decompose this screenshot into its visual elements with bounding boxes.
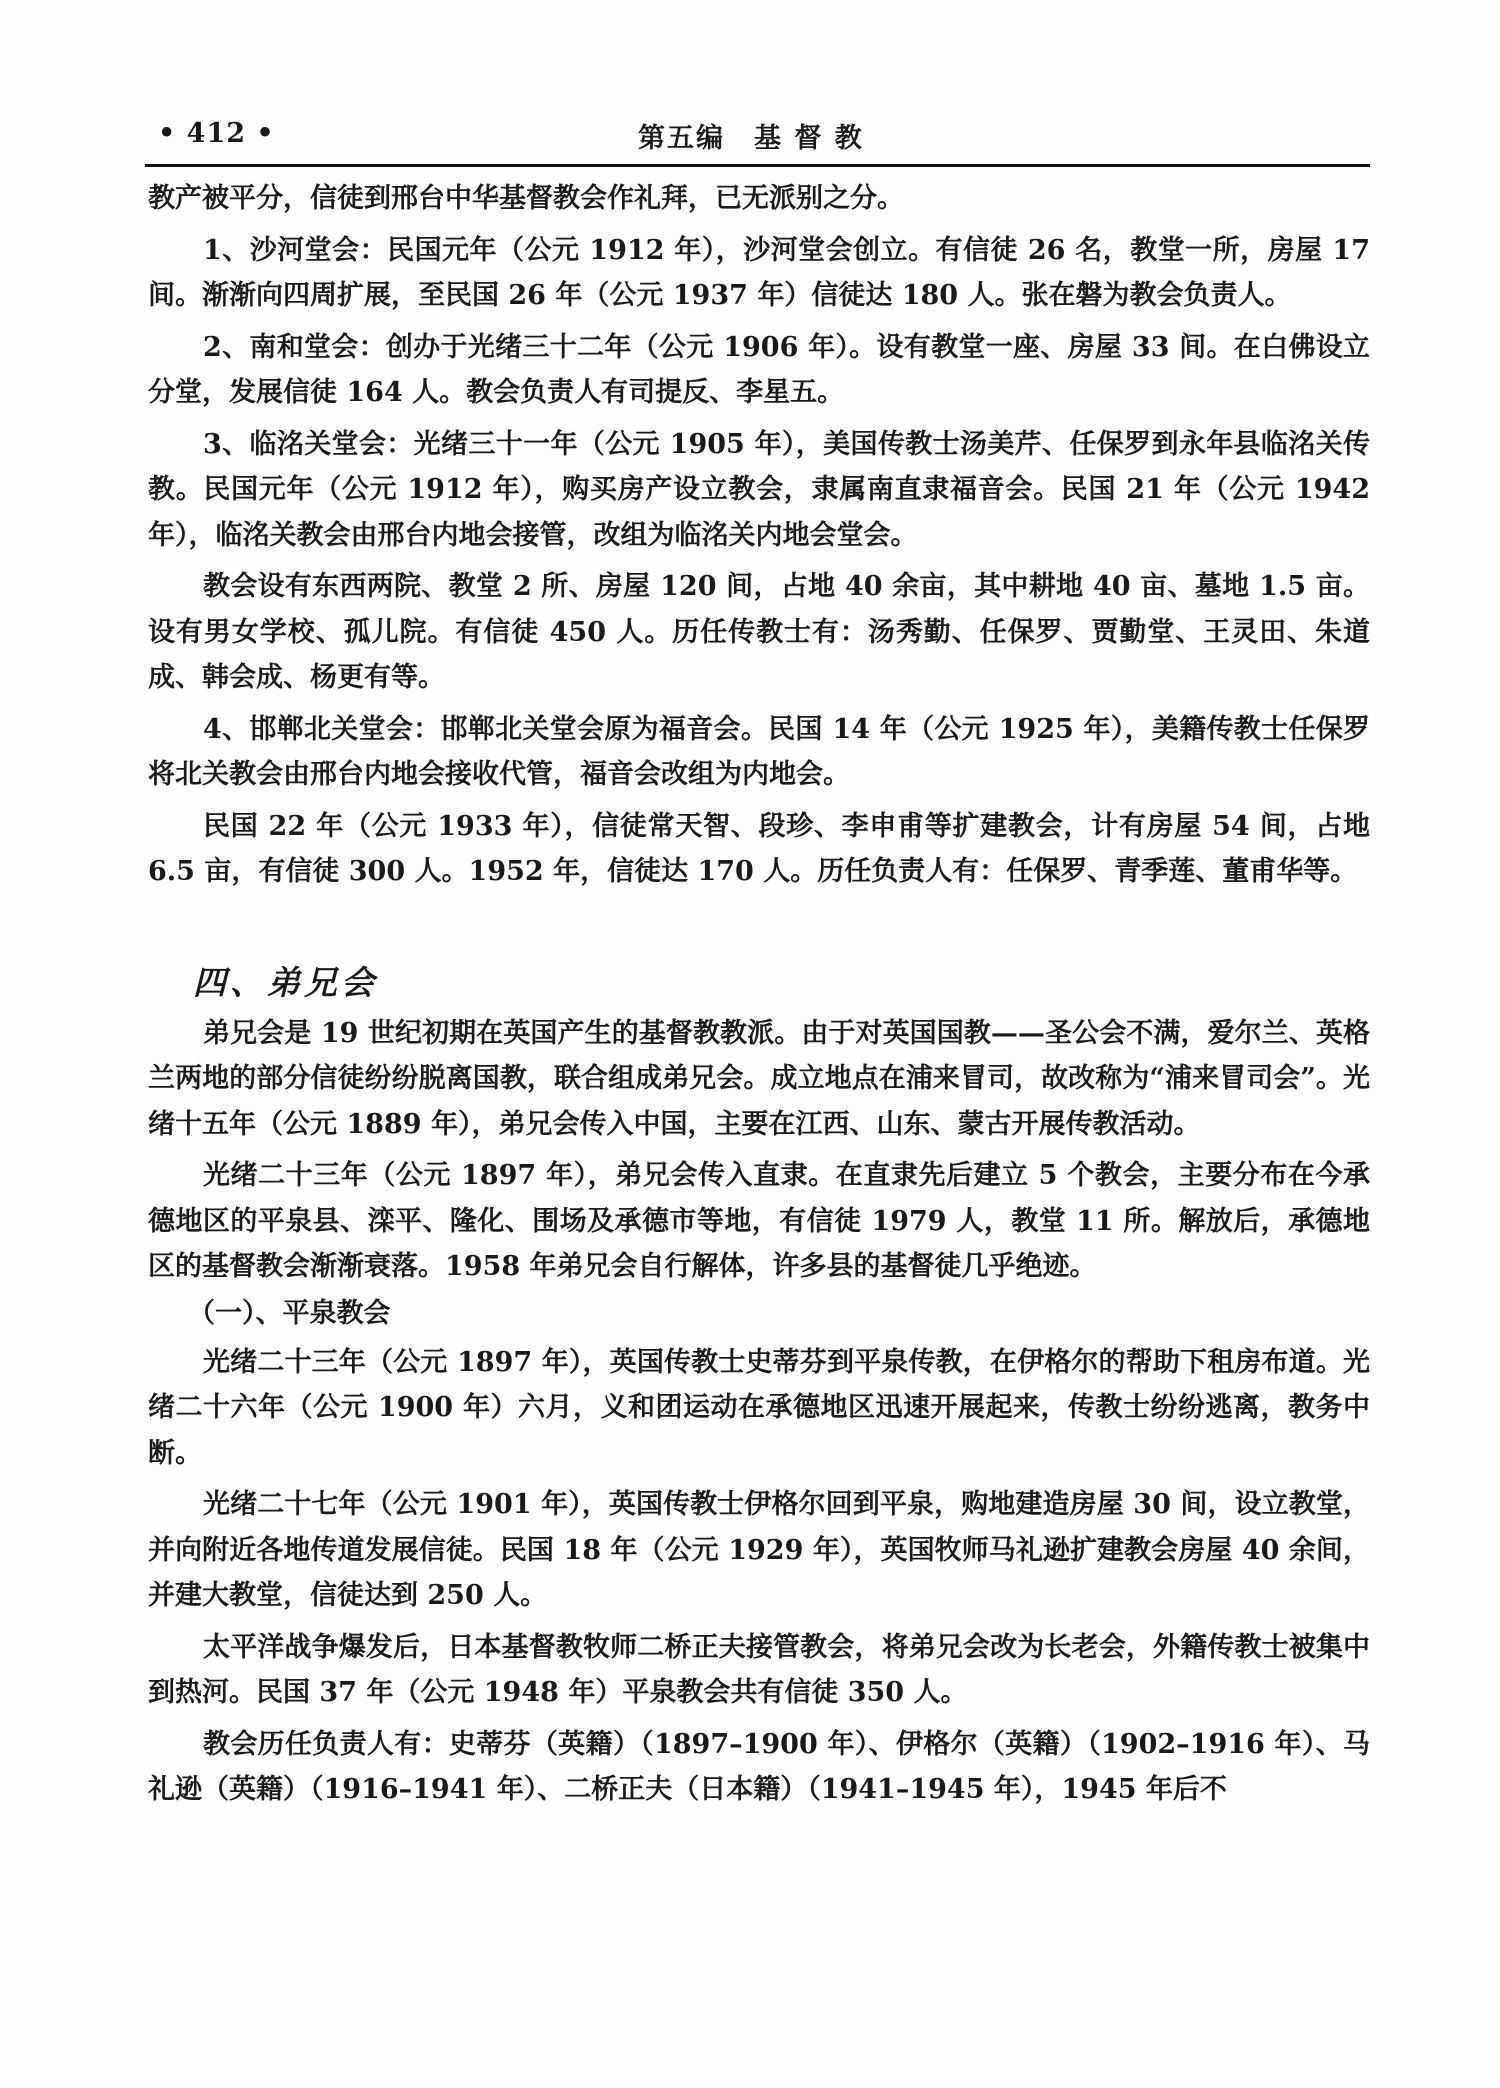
body-text	[148, 176, 1370, 1813]
paragraph-linmingguan-church: 3、临洺关堂会：光绪三十一年（公元 1905 年），美国传教士汤美芹、任保罗到永年县临洺关传教。民国元年（公元 1912 年），购买房产设立教会，隶属南直隶福音会。民国 21 年（公元 1942 年），临洺关教会由邢台内地会接管，改组为临洺关内地会堂会。	[148, 428, 1370, 551]
paragraph-pingquan-founding: 光绪二十三年（公元 1897 年），英国传教士史蒂芬到平泉传教，在伊格尔的帮助下租房布道。光绪二十六年（公元 1900 年）六月，义和团运动在承德地区迅速开展起来，传教士纷纷逃离，教务中断。	[148, 1346, 1370, 1469]
paragraph-brethren-origin: 弟兄会是 19 世纪初期在英国产生的基督教教派。由于对英国国教——圣公会不满，爱尔兰、英格兰两地的部分信徒纷纷脱离国教，联合组成弟兄会。成立地点在浦来冒司，故改称为“浦来冒司会”。光绪十五年（公元 1889 年），弟兄会传入中国，主要在江西、山东、蒙古开展传教活动。	[148, 1017, 1370, 1140]
paragraph-linmingguan-facilities: 教会设有东西两院、教堂 2 所、房屋 120 间，占地 40 余亩，其中耕地 40 亩、墓地 1.5 亩。设有男女学校、孤儿院。有信徒 450 人。历任传教士有：汤秀勤、任保罗、贾勤堂、王灵田、朱道成、韩会成、杨更有等。	[148, 571, 1370, 693]
section-heading-brethren: 四、弟兄会	[193, 962, 378, 1002]
paragraph-pingquan-war: 太平洋战争爆发后，日本基督教牧师二桥正夫接管教会，将弟兄会改为长老会，外籍传教士被集中到热河。民国 37 年（公元 1948 年）平泉教会共有信徒 350 人。	[148, 1631, 1370, 1708]
running-title: 第五编 基 督 教	[638, 123, 864, 154]
paragraph-pingquan-rebuild: 光绪二十七年（公元 1901 年），英国传教士伊格尔回到平泉，购地建造房屋 30 间，设立教堂，并向附近各地传道发展信徒。民国 18 年（公元 1929 年），英国牧师马礼逊扩建教会房屋 40 余间，并建大教堂，信徒达到 250 人。	[148, 1489, 1370, 1611]
page-header	[148, 112, 1370, 160]
paragraph-pingquan-leaders: 教会历任负责人有：史蒂芬（英籍）（1897–1900 年）、伊格尔（英籍）（1902–1916 年）、马礼逊（英籍）（1916–1941 年）、二桥正夫（日本籍）（1941–1945 年），1945 年后不	[148, 1728, 1370, 1805]
header-rule	[145, 164, 1370, 167]
paragraph-handan-beiguan-church: 4、邯郸北关堂会：邯郸北关堂会原为福音会。民国 14 年（公元 1925 年），美籍传教士任保罗将北关教会由邢台内地会接收代管，福音会改组为内地会。	[148, 713, 1370, 790]
paragraph-nanhe-church: 2、南和堂会：创办于光绪三十二年（公元 1906 年）。设有教堂一座、房屋 33 间。在白佛设立分堂，发展信徒 164 人。教会负责人有司提反、李星五。	[148, 331, 1370, 408]
paragraph-brethren-zhili: 光绪二十三年（公元 1897 年），弟兄会传入直隶。在直隶先后建立 5 个教会，主要分布在今承德地区的平泉县、滦平、隆化、围场及承德市等地，有信徒 1979 人，教堂 11 所。解放后，承德地区的基督教会渐渐衰落。1958 年弟兄会自行解体，许多县的基督徒几乎绝迹。	[148, 1160, 1370, 1282]
paragraph-continuation: 教产被平分，信徒到邢台中华基督教会作礼拜，已无派别之分。	[148, 183, 904, 214]
subheading-pingquan-church: （一）、平泉教会	[188, 1297, 391, 1329]
paragraph-shahe-church: 1、沙河堂会：民国元年（公元 1912 年），沙河堂会创立。有信徒 26 名，教堂一所，房屋 17 间。渐渐向四周扩展，至民国 26 年（公元 1937 年）信徒达 180 人。张在磐为教会负责人。	[148, 234, 1370, 311]
paragraph-handan-expansion: 民国 22 年（公元 1933 年），信徒常天智、段珍、李申甫等扩建教会，计有房屋 54 间，占地 6.5 亩，有信徒 300 人。1952 年，信徒达 170 人。历任负责人有：任保罗、青季莲、董甫华等。	[148, 810, 1370, 887]
page-number: • 412 •	[158, 118, 275, 149]
